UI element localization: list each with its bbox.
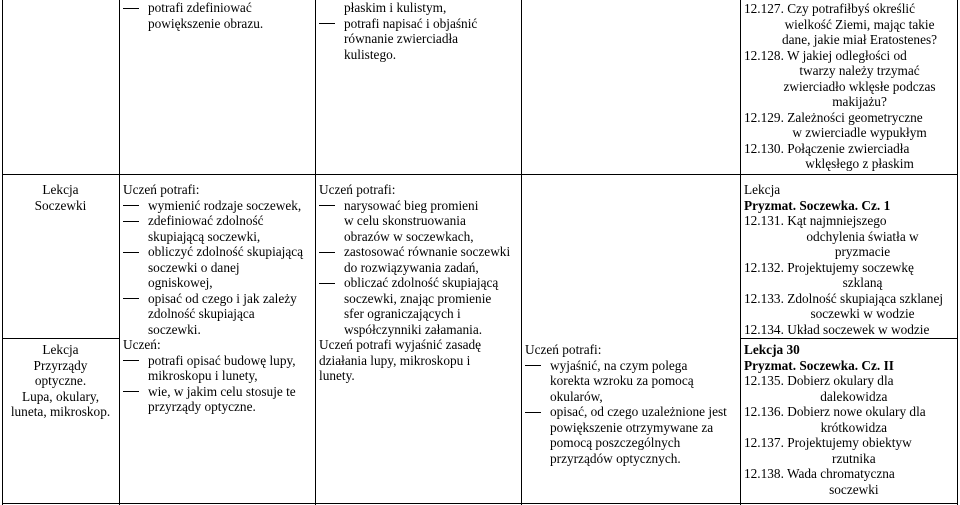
exercise-item <box>744 141 937 157</box>
requirement-paragraph: lunety. <box>319 368 355 383</box>
table-border-left <box>2 0 3 505</box>
requirement-continued: w celu skonstruowania <box>344 213 466 228</box>
requirement-item: obliczyć zdolność skupiającą <box>120 244 303 260</box>
exercise-title-continued: wklęsłego z płaskim <box>805 156 914 171</box>
requirement-item: obliczać zdolność skupiającą <box>316 275 510 291</box>
exercise-title: Projektujemy soczewkę <box>787 259 914 275</box>
exercises-top-cell <box>744 1 937 172</box>
requirement-continued: przyrządów optycznych. <box>550 450 681 466</box>
exercise-title-continued: dalekowidza <box>820 388 888 404</box>
exercise-title: Zdolność skupiająca szklanej <box>787 290 944 306</box>
exercise-item <box>744 373 926 389</box>
top-col3-cell <box>316 0 477 62</box>
table-border-bottom <box>2 503 957 504</box>
requirement-item: opisać od czego i jak zależy <box>120 291 303 307</box>
requirement-continued: równanie zwierciadła <box>344 31 459 46</box>
requirement-continued: przyrządy optyczne. <box>148 399 256 414</box>
requirement-continued: współczynniki załamania. <box>344 321 483 337</box>
requirement-continued: kulistego. <box>344 46 397 62</box>
lesson-title: Przyrządy <box>33 357 88 373</box>
requirement-continued: korekta wzroku za pomocą <box>550 373 694 388</box>
exercise-number: 12.127. <box>744 1 784 16</box>
requirement-continued: pomocą poszczególnych <box>550 435 681 450</box>
lesson-title: optyczne. <box>34 373 87 388</box>
requirement-item: wie, w jakim celu stosuje te <box>120 384 303 400</box>
requirements-list <box>120 198 303 338</box>
exercise-item <box>744 291 943 307</box>
exercise-title-continued: szklaną <box>842 275 883 290</box>
requirements-heading: Uczeń: <box>123 337 161 352</box>
requirement-item: potrafi napisać i objaśnić <box>316 16 477 32</box>
goal-item-continued: powiększenie obrazu. <box>148 15 264 31</box>
exercise-item <box>744 435 926 451</box>
requirement-continued: sfer ograniczających i <box>344 306 461 321</box>
row-divider-top <box>2 174 957 175</box>
requirement-continued: płaskim i kulistym, <box>344 0 447 15</box>
requirement-continued: soczewki, znając promienie <box>344 290 492 306</box>
requirement-item: potrafi opisać budowę lupy, <box>120 353 303 369</box>
exercise-title: Połączenie zwierciadła <box>787 140 910 156</box>
exercise-title: W jakiej odległości od <box>786 47 907 63</box>
exercise-title-continued: makijażu? <box>832 94 887 109</box>
exercise-title: Zależności geometryczne <box>787 109 923 125</box>
exercise-title-continued: dane, jakie miał Eratostenes? <box>782 32 938 47</box>
exercises-mid-cell <box>744 182 943 337</box>
requirement-paragraph: Uczeń potrafi wyjaśnić zasadę <box>319 337 482 352</box>
exercise-title-continued: rzutnika <box>832 450 876 466</box>
requirement-item: zdefiniować zdolność <box>120 213 303 229</box>
exercise-title-continued: odchylenia światła w <box>806 228 919 244</box>
exercise-number: 12.131. <box>744 213 784 228</box>
requirements-list <box>316 198 510 338</box>
exercise-item <box>744 322 943 338</box>
exercise-title-continued: w zwierciadle wypukłym <box>792 125 927 140</box>
row-divider-lesson <box>2 338 119 339</box>
lesson-label: Lekcja <box>42 182 79 197</box>
exercise-number: 12.138. <box>744 466 784 481</box>
exercise-title-continued: pryzmacie <box>834 244 891 259</box>
lesson-cell-przyrzady <box>2 342 119 420</box>
exercise-number: 12.134. <box>744 321 784 337</box>
requirements-list <box>120 353 303 415</box>
requirement-continued: okularów, <box>550 388 603 404</box>
exercise-item <box>744 260 943 276</box>
exercise-list <box>744 373 926 497</box>
top-col2-cell <box>120 0 263 31</box>
lesson-title: Pryzmat. Soczewka. Cz. II <box>744 357 894 373</box>
requirement-continued: powiększenie otrzymywane za <box>550 419 714 435</box>
lesson-title: Pryzmat. Soczewka. Cz. 1 <box>744 197 891 213</box>
lesson-title: Soczewki <box>34 197 87 213</box>
requirement-continued: do rozwiązywania zadań, <box>344 259 479 275</box>
exercise-title: Dobierz nowe okulary dla <box>787 404 926 419</box>
exercise-title-continued: krótkowidza <box>820 419 888 435</box>
exercise-title: Wada chromatyczna <box>786 466 895 481</box>
requirement-continued: soczewki. <box>148 321 201 337</box>
exercise-item <box>744 110 937 126</box>
table-border-right <box>957 0 958 505</box>
lesson-label: Lekcja <box>42 342 79 357</box>
lesson-cell-soczewki <box>2 182 119 213</box>
exercise-title-continued: soczewki <box>829 481 879 497</box>
requirement-item: wyjaśnić, na czym polega <box>522 358 727 374</box>
column-divider-4 <box>740 0 741 505</box>
exercise-item <box>744 404 926 420</box>
exercise-item <box>744 213 943 229</box>
requirement-item: opisać, od czego uzależnione jest <box>522 404 727 420</box>
requirement-continued: zdolność skupiająca <box>148 306 255 321</box>
advanced-requirements-cell <box>522 342 727 466</box>
exercise-list <box>744 1 937 172</box>
requirement-paragraph: działania lupy, mikroskopu i <box>319 352 471 368</box>
exercise-title: Kąt najmniejszego <box>787 213 887 228</box>
requirements-heading: Uczeń potrafi: <box>123 182 200 197</box>
requirement-continued: skupiającą soczewki, <box>148 228 261 244</box>
exercise-number: 12.137. <box>744 435 784 450</box>
exercise-number: 12.128. <box>744 47 784 63</box>
lesson-label: Lekcja 30 <box>744 342 800 357</box>
exercise-title: Czy potrafiłbyś określić <box>787 1 915 16</box>
exercise-title: Projektujemy obiektyw <box>787 435 912 450</box>
exercise-item <box>744 1 937 17</box>
basic-requirements-cell <box>120 182 303 415</box>
exercise-number: 12.133. <box>744 290 784 306</box>
row-divider-exercises <box>740 338 957 339</box>
exercise-number: 12.132. <box>744 259 784 275</box>
exercise-title-continued: twarzy należy trzymać <box>799 63 920 78</box>
exercise-title: Dobierz okulary dla <box>787 373 894 388</box>
extended-requirements-cell <box>316 182 510 384</box>
requirement-item: wymienić rodzaje soczewek, <box>120 198 303 214</box>
exercise-item <box>744 466 926 482</box>
exercise-number: 12.136. <box>744 404 784 419</box>
requirement-continued: ogniskowej, <box>148 275 213 290</box>
lesson-title: Lupa, okulary, <box>21 388 100 404</box>
exercise-item <box>744 48 937 64</box>
requirement-continued: obrazów w soczewkach, <box>344 228 474 244</box>
exercises-bottom-cell <box>744 342 926 497</box>
goal-item: potrafi zdefiniować <box>120 0 263 16</box>
lesson-label: Lekcja <box>744 182 781 197</box>
requirements-heading: Uczeń potrafi: <box>319 182 396 197</box>
requirements-heading: Uczeń potrafi: <box>525 342 602 357</box>
exercise-number: 12.135. <box>744 373 784 388</box>
requirements-list <box>522 358 727 467</box>
lesson-title: luneta, mikroskop. <box>10 404 111 419</box>
requirement-continued: soczewki o danej <box>148 259 240 275</box>
exercise-title-continued: soczewki w wodzie <box>810 306 915 321</box>
requirement-item: narysować bieg promieni <box>316 198 510 214</box>
exercise-title-continued: wielkość Ziemi, mając takie <box>784 16 935 32</box>
requirement-continued: mikroskopu i lunety, <box>148 368 258 383</box>
exercise-list <box>744 213 943 337</box>
exercise-number: 12.130. <box>744 140 784 156</box>
exercise-title-continued: zwierciadło wklęsłe podczas <box>783 78 936 94</box>
requirement-item: zastosować równanie soczewki <box>316 244 510 260</box>
exercise-number: 12.129. <box>744 109 784 125</box>
exercise-title: Układ soczewek w wodzie <box>787 321 930 337</box>
